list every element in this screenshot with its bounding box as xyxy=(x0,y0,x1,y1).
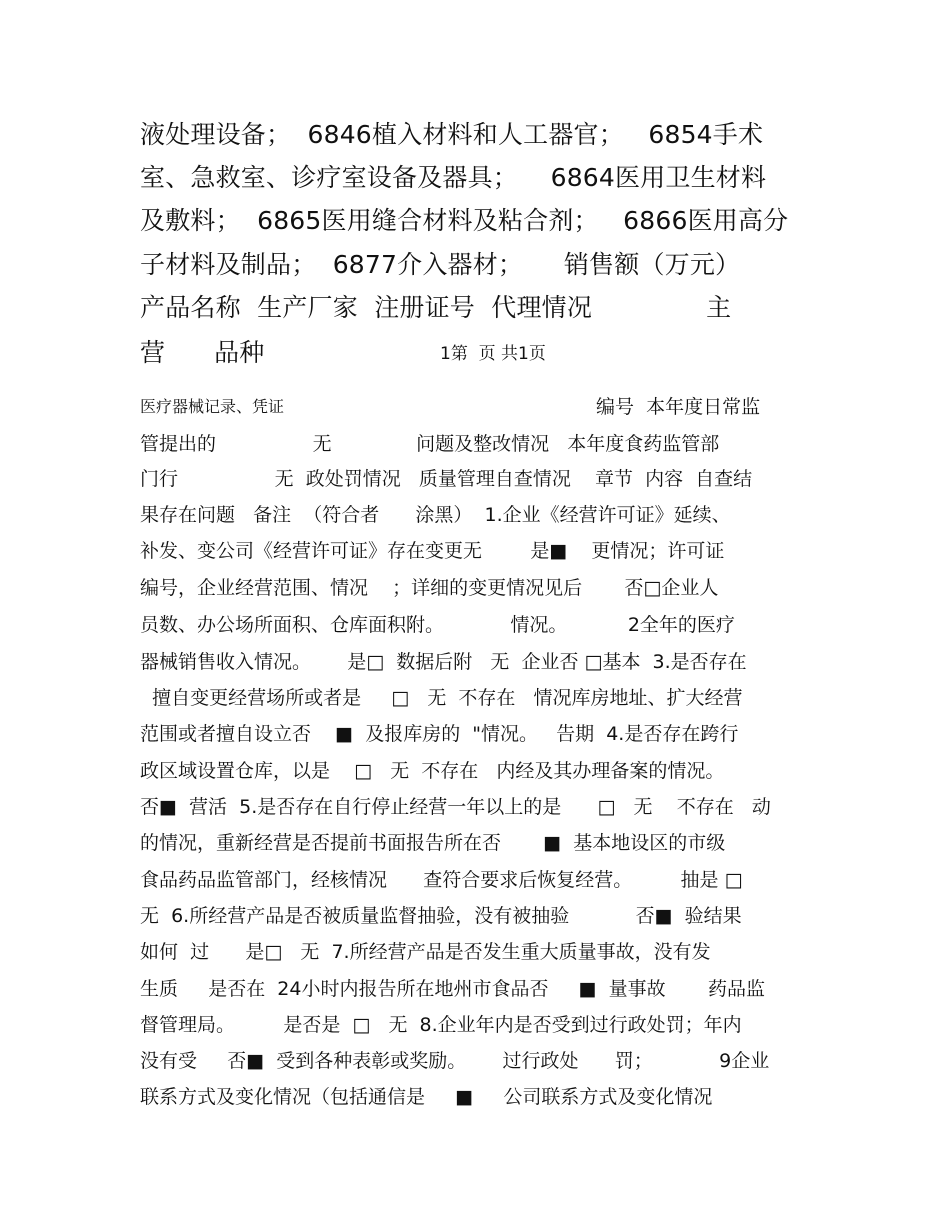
section-header-right: 编号 本年度日常监 xyxy=(596,396,761,418)
text-line: 门行 无 政处罚情况 质量管理自查情况 章节 内容 自查结 xyxy=(140,468,753,490)
text-line: 擅自变更经营场所或者是 □ 无 不存在 情况库房地址、扩大经营 xyxy=(140,687,743,709)
text-line: 管提出的 无 问题及整改情况 本年度食药监管部 xyxy=(140,433,720,455)
text-line: 没有受 否■ 受到各种表彰或奖励。 过行政处 罚； 9企业 xyxy=(140,1050,770,1072)
text-line: 生质 是否在 24小时内报告所在地州市食品否 ■ 量事故 药品监 xyxy=(140,978,765,1000)
text-line: 否■ 营活 5.是否存在自行停止经营一年以上的是 □ 无 不存在 动 xyxy=(140,796,771,818)
text-line: 补发、变公司《经营许可证》存在变更无 是■ 更情况；许可证 xyxy=(140,540,725,562)
text-line: 子材料及制品； 6877介入器材； 销售额（万元） xyxy=(140,250,741,279)
text-line: 产品名称 生产厂家 注册证号 代理情况 主 xyxy=(140,293,732,322)
section-header-left: 医疗器械记录、凭证 xyxy=(140,397,285,416)
text-line: 员数、办公场所面积、仓库面积附。 情况。 2全年的医疗 xyxy=(140,614,735,636)
text-line: 政区域设置仓库，以是 □ 无 不存在 内经及其办理备案的情况。 xyxy=(140,760,725,782)
text-line: 如何 过 是□ 无 7.所经营产品是否发生重大质量事故，没有发 xyxy=(140,941,711,963)
text-line: 食品药品监管部门，经核情况 查符合要求后恢复经营。 抽是 □ xyxy=(140,869,743,891)
text-line: 的情况，重新经营是否提前书面报告所在否 ■ 基本地设区的市级 xyxy=(140,832,726,854)
text-line: 联系方式及变化情况（包括通信是 ■ 公司联系方式及变化情况 xyxy=(140,1086,713,1108)
text-line: 无 6.所经营产品是否被质量监督抽验，没有被抽验 否■ 验结果 xyxy=(140,905,742,927)
text-line: 器械销售收入情况。 是□ 数据后附 无 企业否 □基本 3.是否存在 xyxy=(140,651,747,673)
text-line: 编号，企业经营范围、情况 ；详细的变更情况见后 否□企业人 xyxy=(140,577,719,599)
text-line: 及敷料； 6865医用缝合材料及粘合剂； 6866医用高分 xyxy=(140,206,789,235)
text-line: 督管理局。 是否是 □ 无 8.企业年内是否受到过行政处罚；年内 xyxy=(140,1014,742,1036)
text-line: 室、急救室、诊疗室设备及器具； 6864医用卫生材料 xyxy=(140,163,767,192)
text-line: 果存在问题 备注 （符合者 涂黑） 1.企业《经营许可证》延续、 xyxy=(140,504,731,526)
text-line: 范围或者擅自设立否 ■ 及报库房的 "情况。 告期 4.是否存在跨行 xyxy=(140,723,739,745)
page-footer: 1第 页 共1页 xyxy=(440,344,546,364)
text-line: 液处理设备； 6846植入材料和人工器官； 6854手术 xyxy=(140,120,764,149)
text-line: 营 品种 xyxy=(140,338,265,367)
